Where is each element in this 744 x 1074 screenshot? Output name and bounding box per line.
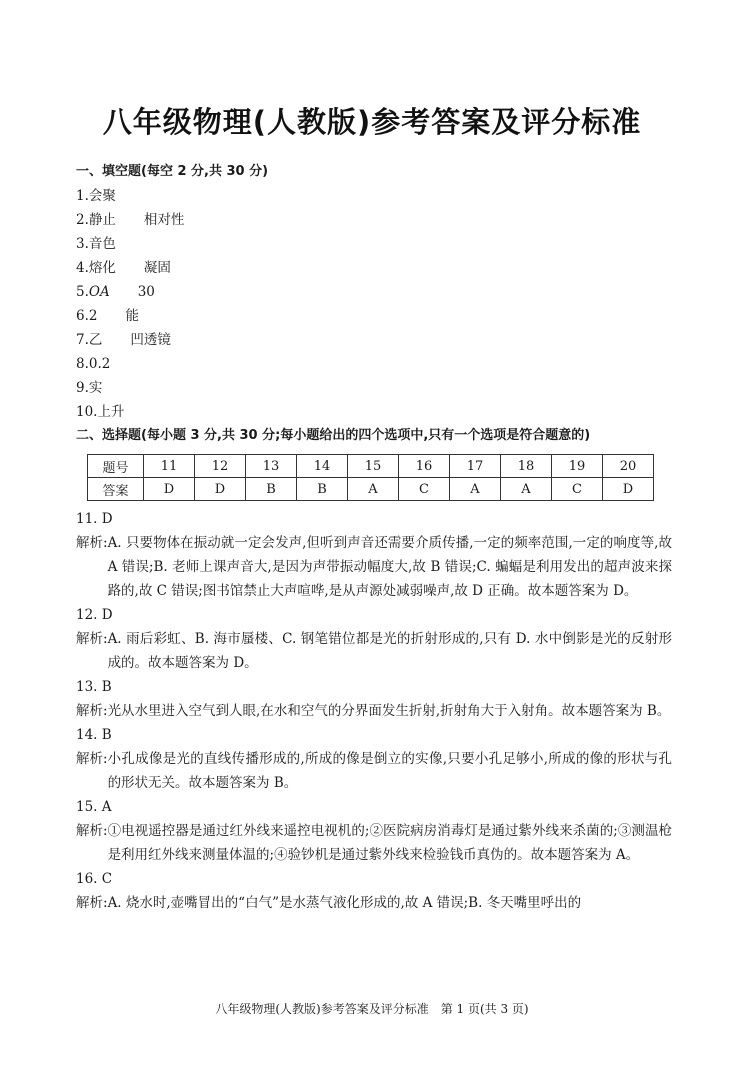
answer-a: 0.2: [88, 356, 111, 372]
item-number: 6.: [76, 308, 89, 324]
table-cell: 16: [399, 455, 450, 478]
table-cell: 12: [195, 455, 246, 478]
explanation-label: 解析:: [76, 751, 108, 767]
answer-item-1: [76, 184, 672, 208]
explanation-text: A. 雨后彩虹、B. 海市蜃楼、C. 钢笔错位都是光的折射形成的,只有 D. 水中倒影是光的反射形成的。故本题答案为 D。: [107, 631, 672, 671]
explanation-text: A. 只要物体在振动就一定会发声,但听到声音还需要介质传播,一定的频率范围,一定的响度等,故 A 错误;B. 老师上课声音大,是因为声带振动幅度大,故 B 错误;C. 蝙蝠是利用发出的超声波来探路的,故 C 错误;图书馆禁止大声喧哗,是从声源处减弱噪声,故 D 正确。故本题答案为 D。: [107, 535, 672, 599]
item-number: 10.: [76, 404, 98, 420]
answer-a: 静止: [88, 212, 116, 228]
answer-b: 30: [137, 284, 155, 300]
item-number: 4.: [76, 260, 89, 276]
table-cell: B: [246, 478, 297, 501]
question-answer: 16. C: [76, 871, 113, 887]
answer-item-10: [76, 400, 672, 424]
table-cell: 13: [246, 455, 297, 478]
answer-item-4: [76, 256, 672, 280]
table-cell: 11: [144, 455, 195, 478]
table-cell: D: [144, 478, 195, 501]
table-cell: 14: [297, 455, 348, 478]
content: [76, 160, 672, 915]
item-number: 1.: [76, 188, 89, 204]
answer-a: 实: [88, 380, 103, 396]
explanation-label: 解析:: [76, 703, 108, 719]
table-cell: C: [552, 478, 603, 501]
item-number: 9.: [76, 380, 89, 396]
answer-b: 能: [125, 308, 139, 324]
item-number: 8.: [76, 356, 89, 372]
answer-b: 凹透镜: [130, 332, 171, 348]
item-number: 5.: [76, 284, 89, 300]
explanation-paragraph: [76, 747, 672, 795]
table-cell: B: [297, 478, 348, 501]
explanation-text: 小孔成像是光的直线传播形成的,所成的像是倒立的实像,只要小孔足够小,所成的像的形状与孔的形状无关。故本题答案为 B。: [107, 751, 672, 791]
answer-item-3: [76, 232, 672, 256]
question-answer: 12. D: [76, 607, 113, 623]
explanation-text: A. 烧水时,壶嘴冒出的“白气”是水蒸气液化形成的,故 A 错误;B. 冬天嘴里呼出的: [107, 895, 582, 911]
table-cell: A: [450, 478, 501, 501]
answer-item-9: [76, 376, 672, 400]
explanation-paragraph: [76, 819, 672, 867]
table-cell: 19: [552, 455, 603, 478]
section-1-heading: 一、填空题(每空 2 分,共 30 分): [76, 164, 269, 179]
answer-b: 相对性: [143, 212, 185, 228]
answer-a: OA: [88, 284, 110, 300]
answer-a: 熔化: [88, 260, 116, 276]
explanation-text: ①电视遥控器是通过红外线来遥控电视机的;②医院病房消毒灯是通过紫外线来杀菌的;③测温枪是利用红外线来测量体温的;④验钞机是通过紫外线来检验钱币真伪的。故本题答案为 A。: [107, 823, 672, 863]
answer-item-6: [76, 304, 672, 328]
row-label-number: 题号: [88, 455, 144, 478]
table-cell: 18: [501, 455, 552, 478]
answer-a: 上升: [97, 404, 125, 420]
question-answer: 13. B: [76, 679, 112, 695]
answer-row: [88, 478, 654, 501]
answer-item-2: [76, 208, 672, 232]
table-cell: D: [603, 478, 654, 501]
explanation-paragraph: [76, 627, 672, 675]
answer-a: 乙: [88, 332, 103, 348]
item-number: 3.: [76, 236, 89, 252]
explanation-paragraph: [76, 891, 672, 915]
table-cell: 17: [450, 455, 501, 478]
table-cell: A: [501, 478, 552, 501]
explanation-label: 解析:: [76, 823, 108, 839]
fill-blank-answers: [76, 184, 672, 424]
answer-a: 会聚: [88, 188, 116, 204]
answer-a: 2: [88, 308, 98, 324]
explanation-label: 解析:: [76, 895, 108, 911]
explanation-paragraph: [76, 531, 672, 603]
question-answer: 14. B: [76, 727, 112, 743]
table-cell: A: [348, 478, 399, 501]
table-cell: 15: [348, 455, 399, 478]
question-answer: 15. A: [76, 799, 112, 815]
answer-table: [87, 454, 654, 501]
page-title: 八年级物理(人教版)参考答案及评分标准: [102, 105, 642, 139]
table-cell: D: [195, 478, 246, 501]
item-number: 2.: [76, 212, 89, 228]
explanation-text: 光从水里进入空气到人眼,在水和空气的分界面发生折射,折射角大于入射角。故本题答案为 B。: [107, 703, 671, 719]
explanation-paragraph: [76, 699, 672, 723]
question-number-row: [88, 455, 654, 478]
answer-item-7: [76, 328, 672, 352]
table-cell: C: [399, 478, 450, 501]
explanation-label: 解析:: [76, 535, 108, 551]
row-label-answer: 答案: [88, 478, 144, 501]
item-number: 7.: [76, 332, 89, 348]
page-footer: 八年级物理(人教版)参考答案及评分标准 第 1 页(共 3 页): [215, 1002, 529, 1016]
explanations: [76, 507, 672, 915]
answer-a: 音色: [88, 236, 116, 252]
answer-item-8: [76, 352, 672, 376]
table-cell: 20: [603, 455, 654, 478]
section-2-heading: 二、选择题(每小题 3 分,共 30 分;每小题给出的四个选项中,只有一个选项是符合题意的): [76, 428, 591, 443]
answer-b: 凝固: [143, 260, 171, 276]
explanation-label: 解析:: [76, 631, 108, 647]
question-answer: 11. D: [76, 511, 113, 527]
answer-item-5: [76, 280, 672, 304]
